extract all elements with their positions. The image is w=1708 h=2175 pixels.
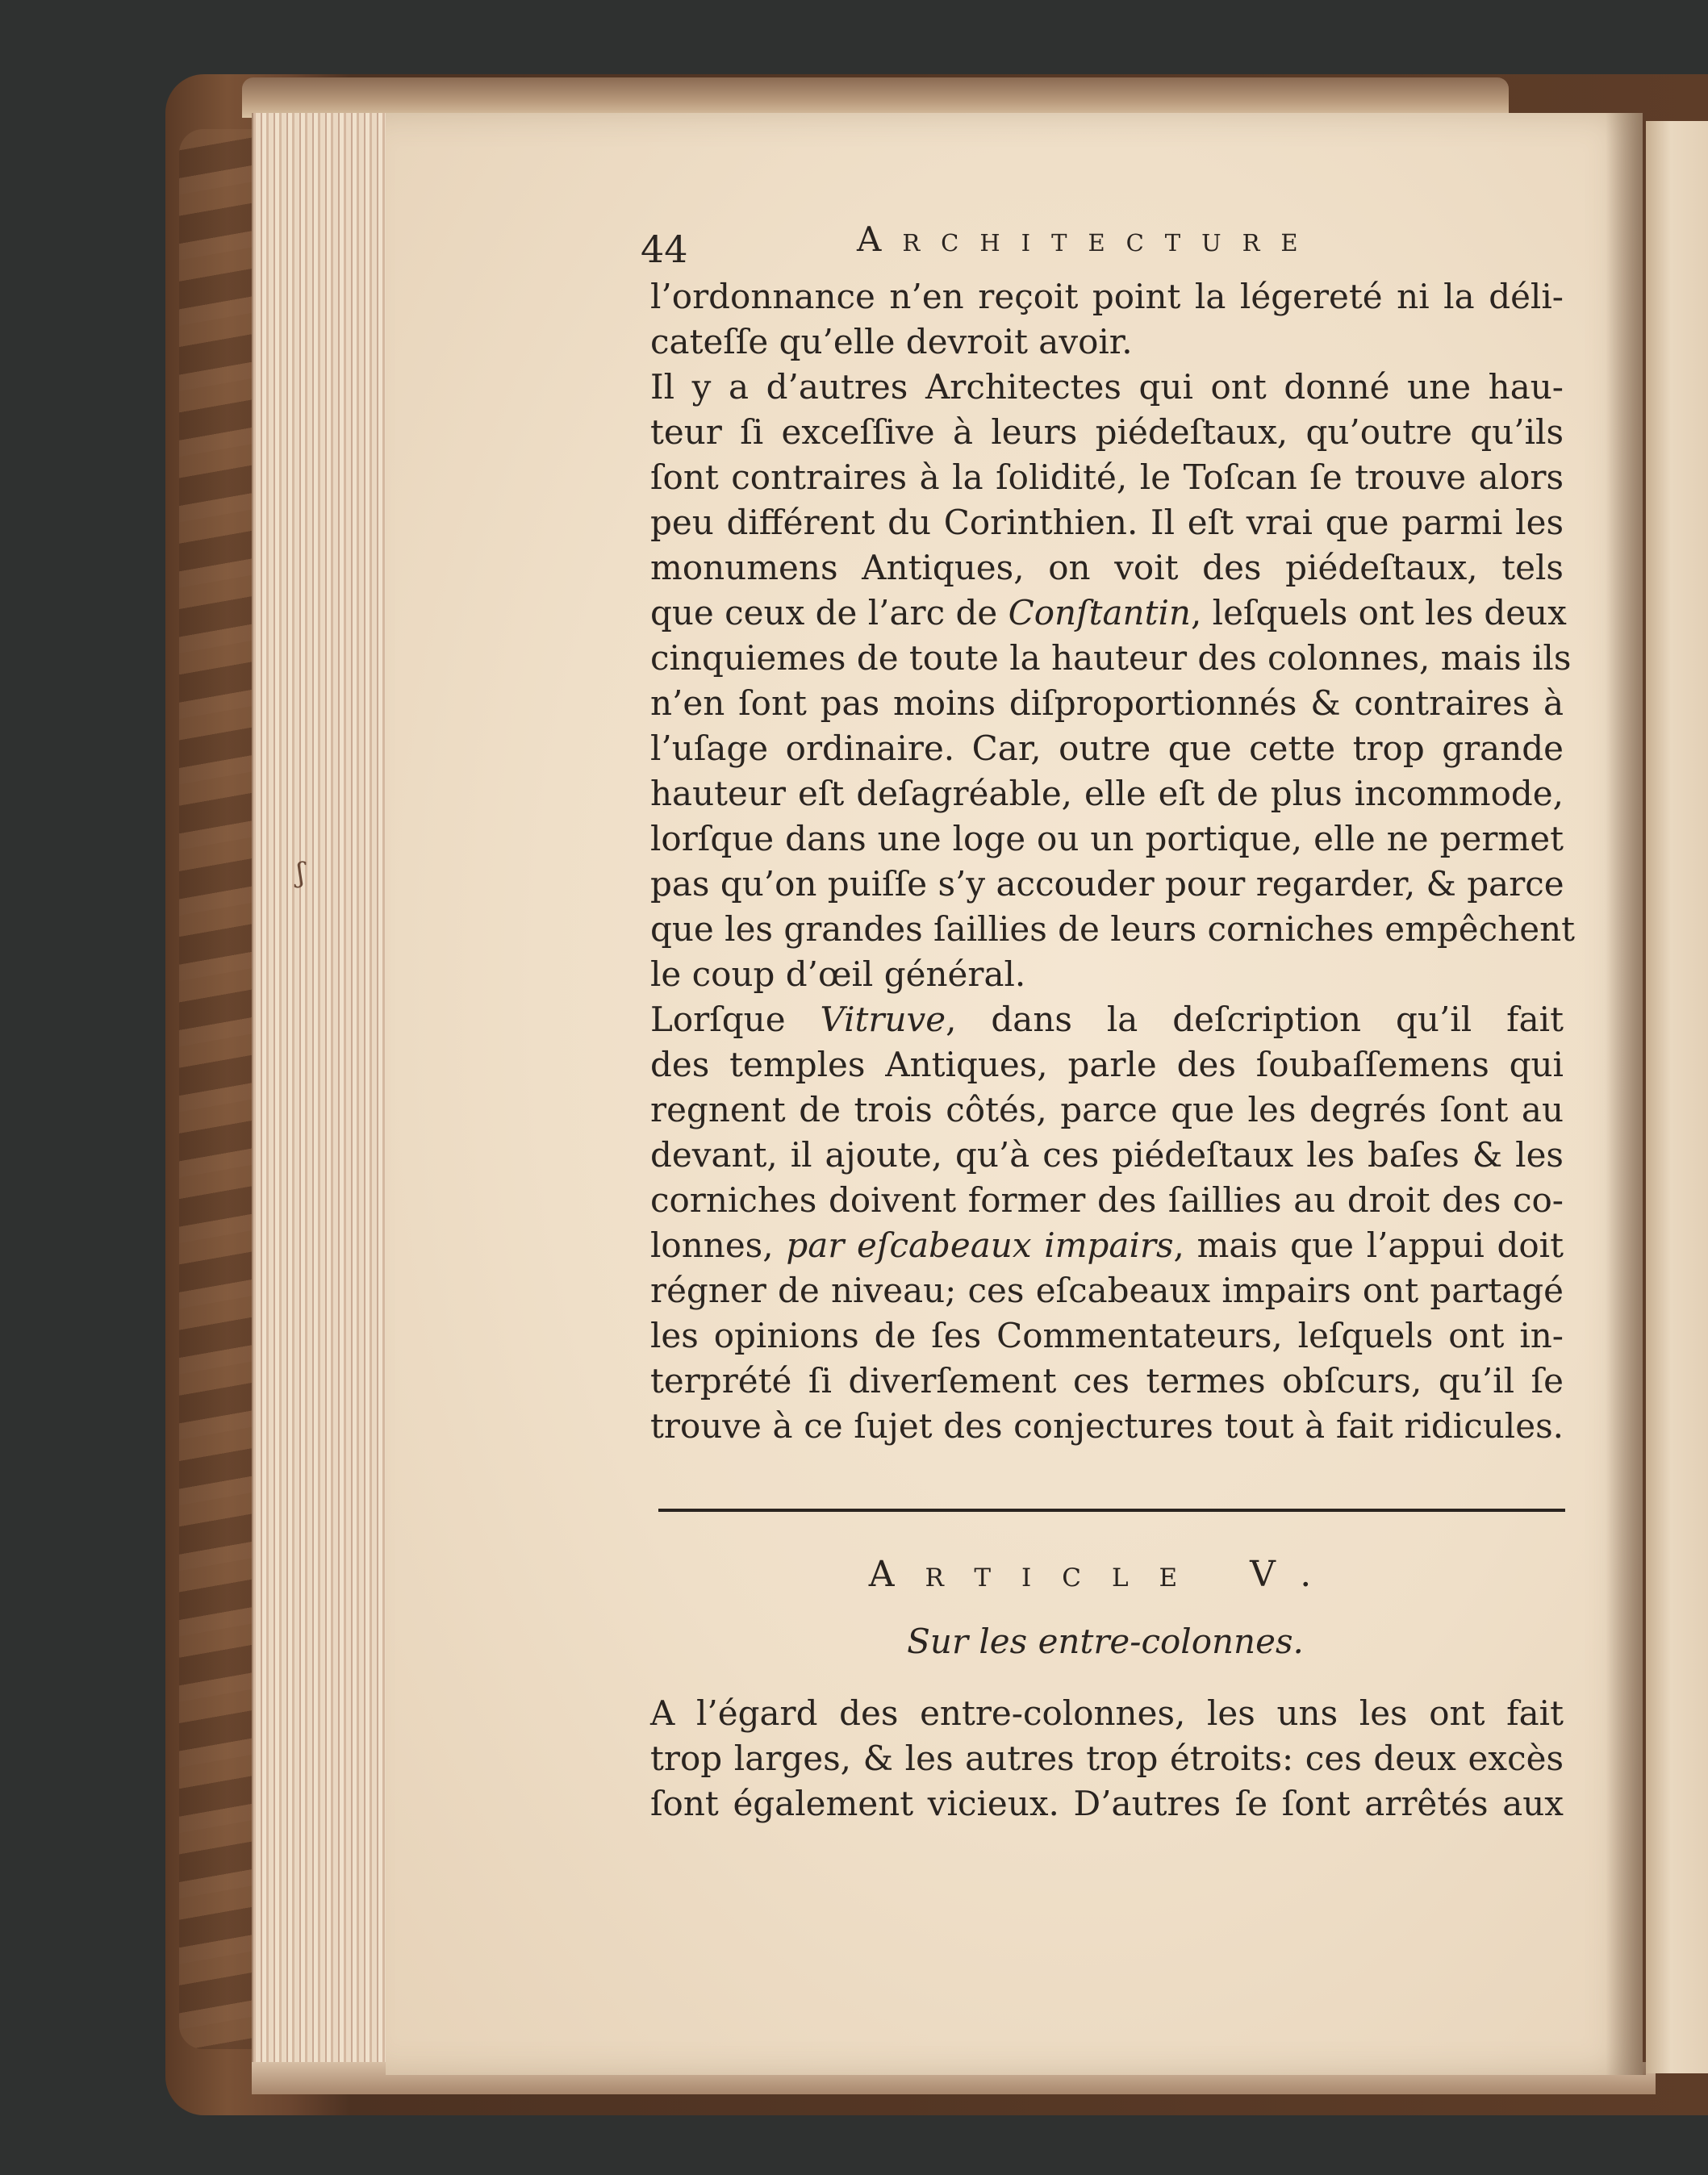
text-line: regnent de trois côtés, parce que les degrés ſont au [650,1090,1564,1129]
text-line: que les grandes ſaillies de leurs corniches empêchent [650,909,1575,949]
text-span: Lorſque [650,1000,821,1039]
text-span: lonnes, [650,1225,787,1265]
text-line: ſont également vicieux. D’autres ſe ſont arrêtés aux [650,1784,1564,1823]
text-span: , dans la deſcription qu’il fait [946,1000,1564,1039]
text-line: A l’égard des entre-colonnes, les uns les ont fait [650,1693,1564,1733]
page-number: 44 [641,228,688,271]
text-line: teur ſi exceſſive à leurs piédeſtaux, qu’outre qu’ils [650,412,1564,452]
text-line: hauteur eſt deſagréable, elle eſt de plus incommode, [650,774,1564,813]
facing-page-edge [1646,121,1708,2073]
gutter-shadow [1606,113,1646,2075]
text-line: pas qu’on puiſſe s’y accouder pour regarder, & parce [650,864,1564,904]
text-span: , leſquels ont les deux [1190,593,1567,632]
text-line: ſont contraires à la ſolidité, le Toſcan ſe trouve alors [650,457,1564,497]
text-line: monumens Antiques, on voit des piédeſtaux, tels [650,548,1564,587]
text-line: lorſque dans une loge ou un portique, elle ne permet [650,819,1564,858]
text-line: terprété ſi diverſement ces termes obſcurs, qu’il ſe [650,1361,1564,1401]
text-line [650,591,1567,636]
article-heading: Article V. [868,1554,1343,1595]
running-head: Architecture [857,219,1319,259]
page-edges [252,113,390,2065]
text-line: cinquiemes de toute la hauteur des colonnes, mais ils [650,638,1572,678]
text-span: que ceux de l’arc de [650,593,1009,632]
text-line: Il y a d’autres Architectes qui ont donné une hau- [650,367,1564,407]
text-line: l’ordonnance n’en reçoit point la légereté ni la déli- [650,277,1564,316]
text-line: régner de niveau; ces eſcabeaux impairs ont partagé [650,1271,1564,1310]
text-line [650,1223,1564,1268]
italic-phrase: par eſcabeaux impairs [786,1225,1174,1265]
margin-mark: ʃ [297,857,305,889]
text-line: le coup d’œil général. [650,954,1026,994]
text-line: devant, il ajoute, qu’à ces piédeſtaux les baſes & les [650,1135,1564,1175]
text-line: l’uſage ordinaire. Car, outre que cette trop grande [650,728,1564,768]
text-line: corniches doivent former des ſaillies au droit des co- [650,1180,1564,1220]
text-line: trop larges, & les autres trop étroits: ces deux excès [650,1739,1564,1778]
section-divider [658,1509,1565,1512]
text-line: peu différent du Corinthien. Il eſt vrai que parmi les [650,503,1564,542]
text-line: des temples Antiques, parle des ſoubaſſemens qui [650,1045,1564,1084]
article-subheading: Sur les entre-colonnes. [907,1622,1304,1661]
text-line: trouve à ce ſujet des conjectures tout à fait ridicules. [650,1406,1564,1446]
italic-name: Conſtantin [1008,593,1191,632]
text-line: n’en ſont pas moins diſproportionnés & contraires à [650,683,1564,723]
italic-name: Vitruve [820,1000,946,1039]
text-line: cateſſe qu’elle devroit avoir. [650,322,1133,361]
text-line [650,997,1564,1042]
text-span: , mais que l’appui doit [1173,1225,1564,1265]
book-top-edge [242,77,1509,118]
text-line: les opinions de ſes Commentateurs, leſquels ont in- [650,1316,1564,1355]
